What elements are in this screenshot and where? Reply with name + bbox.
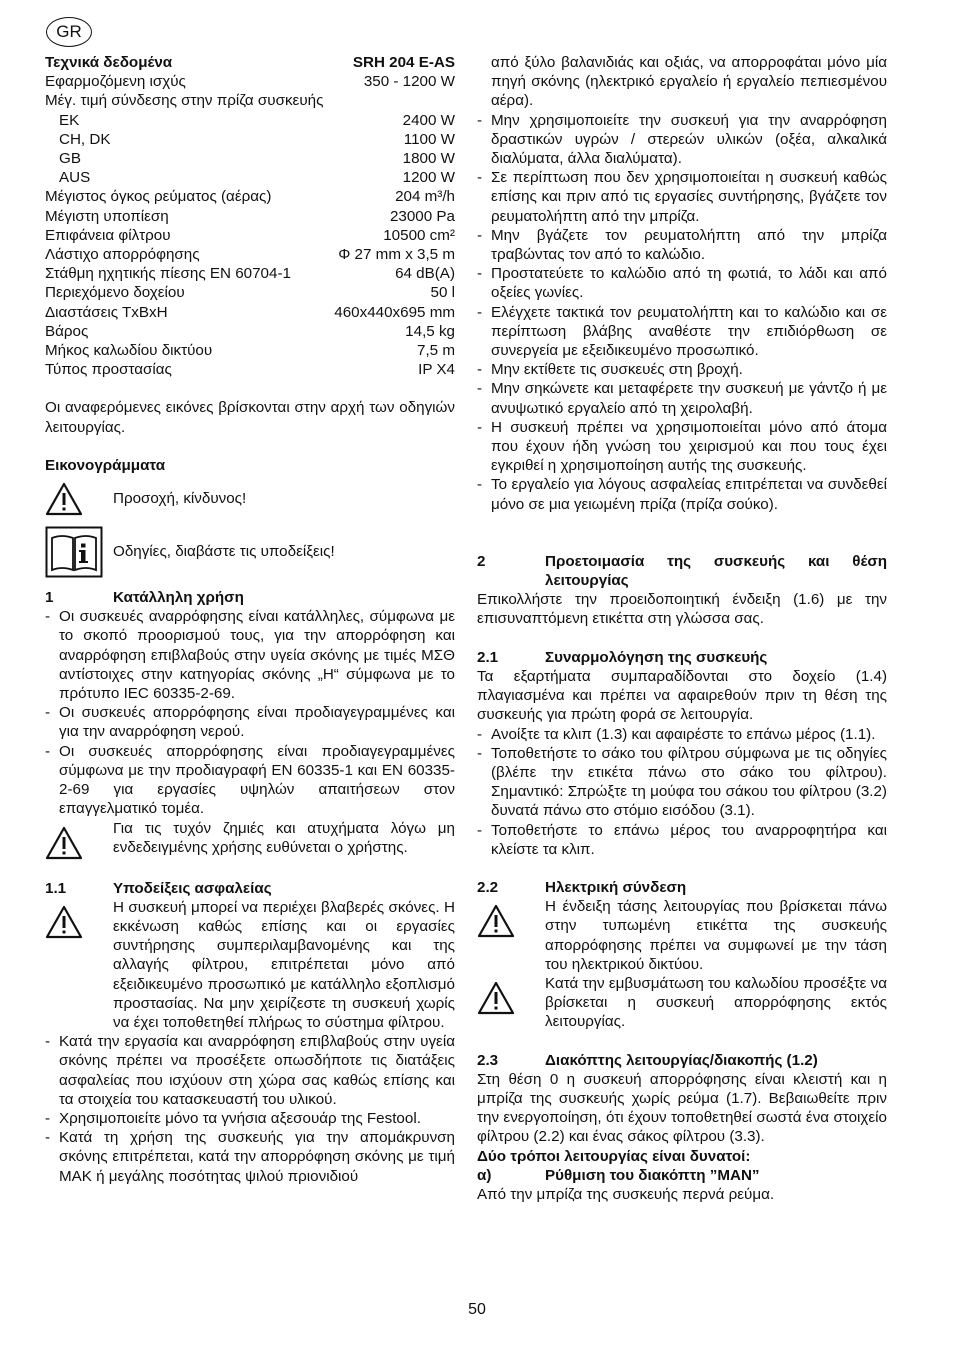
list-item: - Κατά τη χρήση της συσκευής για την απομάκρυνση σκόνης επιτρέπεται, κατά την απορρόφηση σκόνης με τιμή ΜΑΚ ή μεγάλης ποσότητας ψιλού πριονιδιού <box>45 1129 455 1185</box>
section-title: Ηλεκτρική σύνδεση <box>545 878 687 896</box>
section-2-text: Επικολλήστε την προειδοποιητική ένδειξη (1.6) με την επισυναπτόμενη ετικέττα στη γλώσσα σας. <box>477 591 887 628</box>
warning-icon <box>45 898 113 939</box>
section-2-2-heading <box>477 878 887 897</box>
spec-row <box>45 187 455 206</box>
section-title: Κατάλληλη χρήση <box>113 589 244 607</box>
warning-symbol-row <box>45 482 455 516</box>
section-1-1-heading <box>45 879 455 898</box>
spec-value: 2400 W <box>402 111 455 129</box>
spec-row <box>45 168 455 187</box>
spec-label: Επιφάνεια φίλτρου <box>45 226 171 244</box>
list-item: - Προστατεύετε το καλώδιο από τη φωτιά, το λάδι και από οξείες γωνίες. <box>477 265 887 302</box>
mode-title: Ρύθμιση του διακόπτη ”MAN” <box>545 1166 760 1184</box>
spec-label: Βάρος <box>45 322 89 340</box>
list-item: - Μην σηκώνετε και μεταφέρετε την συσκευή με γάντζο ή με ανυψωτικό εργαλείο από τη χειρολαβή. <box>477 380 887 417</box>
spec-row <box>45 283 455 302</box>
list-item: - Ανοίξτε τα κλιπ (1.3) και αφαιρέστε το επάνω μέρος (1.1). <box>477 725 876 743</box>
section-number: 1.1 <box>45 879 67 897</box>
spec-value: Φ 27 mm x 3,5 m <box>338 246 455 264</box>
spec-value: 204 m³/h <box>395 188 455 206</box>
warning-icon <box>477 974 545 1015</box>
symbols-title: Εικονογράμματα <box>45 456 166 474</box>
spec-value: 1800 W <box>402 150 455 168</box>
section-number: 2.3 <box>477 1051 499 1069</box>
spec-value: 1100 W <box>403 130 455 148</box>
section-number: 2 <box>477 552 486 570</box>
mode-a-heading <box>477 1166 887 1185</box>
list-item: - Οι συσκευές απορρόφησης είναι προδιαγεγραμμένες και για την αναρρόφηση νερού. <box>45 704 455 741</box>
info-symbol-row <box>45 526 455 578</box>
spec-row <box>45 149 455 168</box>
section-number: 2.1 <box>477 648 499 666</box>
mode-letter: α) <box>477 1166 492 1184</box>
list-item: - Η συσκευή πρέπει να χρησιμοποιείται μόνο από άτομα που έχουν ήδη γνώση του χειρισμού και που τους έχει εγκριθεί η χρησιμοποίηση αυτής της συσκευής. <box>477 418 887 475</box>
section-2-3-text: Στη θέση 0 η συσκευή απορρόφησης είναι κλειστή και η μπρίζα της συσκευής χωρίς ρεύμα (1.7). Βεβαιωθείτε πριν την ενεργοποίηση, ότι έχουν τοποθετηθεί σωστά ένα στοιχείο φίλτρου (2.2) και ένας σάκος φίλτρου (3.3). <box>477 1070 887 1146</box>
spec-row <box>45 72 455 91</box>
spec-label: Διαστάσεις ΤxΒxΗ <box>45 303 168 321</box>
operating-modes-title: Δύο τρόποι λειτουργίας είναι δυνατοί: <box>477 1147 751 1165</box>
section-title: Υποδείξεις ασφαλείας <box>113 879 272 897</box>
spec-value: 10500 cm² <box>383 226 455 244</box>
list-item: - Οι συσκευές αναρρόφησης είναι κατάλληλες, σύμφωνα με το σκοπό προορισμού τους, για την απορρόφηση και αναρρόφηση επιβλαβούς στην υγεία σκόνης με τιμές ΜΣΘ αντίστοιχες στην κατηγορίας σκόνης „Η“ σύμφωνα με το πρότυπο IEC 60335-2-69. <box>45 608 455 703</box>
spec-row <box>45 207 455 226</box>
section-2-1-text: Τα εξαρτήματα συμπαραδίδονται στο δοχείο (1.4) πλαγιασμένα και πρέπει να αφαιρεθούν πριν τη θέση της συσκευής για πρώτη φορά σε λειτουργία. <box>477 667 887 724</box>
specs-header <box>45 53 455 72</box>
specs-title: Τεχνικά δεδομένα <box>45 54 173 71</box>
info-caption: Οδηγίες, διαβάστε τις υποδείξεις! <box>113 543 335 561</box>
warning-caption: Προσοχή, κίνδυνος! <box>113 490 247 508</box>
warning-icon <box>477 897 545 938</box>
spec-label: Μήκος καλωδίου δικτύου <box>45 342 213 360</box>
figures-note: Οι αναφερόμενες εικόνες βρίσκονται στην αρχή των οδηγιών λειτουργίας. <box>45 399 455 436</box>
spec-value: 460x440x695 mm <box>334 303 455 321</box>
list-item: - Μην χρησιμοποιείτε την συσκευή για την αναρρόφηση δραστικών υγρών / στερεών υλικών (οξέα, αλκαλικά διαλύματα, άλλα διαλύματα). <box>477 111 887 168</box>
spec-row <box>45 245 455 264</box>
spec-label: Μέγιστη υποπίεση <box>45 207 169 225</box>
spec-row <box>45 264 455 283</box>
warning-icon <box>45 482 113 516</box>
section-title: Διακόπτης λειτουργίας/διακοπής (1.2) <box>545 1051 818 1069</box>
section-title: Συναρμολόγηση της συσκευής <box>545 648 768 666</box>
spec-value: 7,5 m <box>417 342 455 360</box>
section-number: 2.2 <box>477 878 499 896</box>
spec-value: 350 - 1200 W <box>363 73 455 91</box>
section-2-heading <box>477 552 887 590</box>
spec-row <box>45 226 455 245</box>
list-item: - Το εργαλείο για λόγους ασφαλείας επιτρέπεται να συνδεθεί μόνο σε μια γειωμένη πρίζα (πρίζα σούκο). <box>477 476 887 513</box>
spec-label: Τύπος προστασίας <box>45 361 172 379</box>
spec-label: Λάστιχο απορρόφησης <box>45 246 200 264</box>
list-item: - Σε περίπτωση που δεν χρησιμοποιείται η συσκευή καθώς επίσης και πριν από τις εργασίες συντήρησης, βγάζετε τον ρευματολήπτη από την μπρίζα. <box>477 169 887 225</box>
warning-note: Κατά την εμβυσμάτωση του καλωδίου προσέξτε να βρίσκεται η συσκευή απορρόφησης εκτός λειτουργίας. <box>477 974 887 1032</box>
list-item: - Τοποθετήστε το επάνω μέρος του αναρροφητήρα και κλείστε τα κλιπ. <box>477 821 887 858</box>
list-item: - Μην εκτίθετε τις συσκευές στη βροχή. <box>477 361 743 379</box>
spec-value: IP X4 <box>418 361 455 379</box>
right-column <box>477 53 887 1204</box>
spec-row <box>45 360 455 379</box>
spec-value: 1200 W <box>402 169 455 187</box>
specs-model: SRH 204 E-AS <box>352 54 455 71</box>
spec-label: AUS <box>59 169 91 187</box>
section-2-3-heading <box>477 1051 887 1070</box>
spec-label: Περιεχόμενο δοχείου <box>45 284 185 302</box>
list-item-continued: από ξύλο βαλανιδιάς και οξιάς, να απορροφάται μόνο μία πηγή σκόνης (ηλεκτρικό εργαλείο ή εργαλείο πεπιεσμένου αέρα). <box>491 54 887 110</box>
plug-label: Μέγ. τιμή σύνδεσης στην πρίζα συσκευής <box>45 92 324 110</box>
list-item: - Χρησιμοποιείτε μόνο τα γνήσια αξεσουάρ της Festool. <box>45 1109 421 1127</box>
spec-value: 14,5 kg <box>405 322 455 340</box>
spec-label: CH, DK <box>59 130 111 148</box>
spec-value: 64 dB(A) <box>395 265 455 283</box>
spec-value: 23000 Pa <box>389 207 455 225</box>
spec-row <box>45 303 455 322</box>
spec-label: GB <box>59 150 81 168</box>
warning-icon <box>45 819 113 860</box>
spec-row <box>45 111 455 130</box>
section-2-1-heading <box>477 648 887 667</box>
spec-row <box>45 341 455 360</box>
list-item: - Κατά την εργασία και αναρρόφηση επιβλαβούς στην υγεία σκόνης πρέπει να προσέξετε οπωσδήποτε τις διατάξεις ασφαλείας που ισχύουν στη χώρα σας καθώς επίσης και τα στοιχεία του κατασκευαστή του υλικού. <box>45 1033 455 1108</box>
language-badge: GR <box>46 17 92 47</box>
spec-label: EK <box>59 111 80 129</box>
spec-label: Εφαρμοζόμενη ισχύς <box>45 73 186 91</box>
list-item: - Μην βγάζετε τον ρευματολήπτη από την μπρίζα τραβώντας τον από το καλώδιο. <box>477 226 887 264</box>
warning-note: Η συσκευή μπορεί να περιέχει βλαβερές σκόνες. Η εκκένωση καθώς επίσης και οι εργασίες συντήρησης συμπεριλαμβανομένης και της αλλαγής φίλτρου, επιτρέπεται μόνο από εξειδικευμένο προσωπικό με κατάλληλο εξοπλισμό προστασίας. Να μην χειρίζεστε τη συσκευή χωρίς να έχει τοποθετηθεί πλήρως το σύστημα φίλτρου. <box>45 898 455 1032</box>
list-item: - Οι συσκευές απορρόφησης είναι προδιαγεγραμμένες σύμφωνα με την προδιαγραφή EN 60335-1 και EN 60335-2-69 για εργασίες υψηλών απαιτήσεων στον επαγγελματικό τομέα. <box>45 742 455 818</box>
mode-a-text: Από την μπρίζα της συσκευής περνά ρεύμα. <box>477 1185 775 1203</box>
section-title: Προετοιμασία της συσκευής και θέση λειτουργίας <box>545 552 887 590</box>
list-item: - Τοποθετήστε το σάκο του φίλτρου σύμφωνα με τις οδηγίες (βλέπε την ετικέτα πάνω στο σάκο του φίλτρου). Σημαντικό: Σπρώξτε τη μούφα του σάκου του φίλτρου (3.2) δυνατά πάνω στο στόμιο εισόδου (3.1). <box>477 744 887 820</box>
list-item: - Ελέγχετε τακτικά τον ρευματολήπτη και το καλώδιο και σε περίπτωση βλάβης αναθέστε την επιδιόρθωση σε συνεργεία με εξειδικευμένο προσωπικό. <box>477 303 887 360</box>
spec-row <box>45 322 455 341</box>
section-number: 1 <box>45 589 54 607</box>
page-number: 50 <box>468 1301 486 1318</box>
spec-label: Μέγιστος όγκος ρεύματος (αέρας) <box>45 188 272 206</box>
left-column <box>45 53 455 1186</box>
warning-note: Η ένδειξη τάσης λειτουργίας που βρίσκεται πάνω στην τυπωμένη ετικέττα της συσκευής απορρόφησης πρέπει να συμφωνεί με την τάση του ηλεκτρικού δικτύου. <box>477 897 887 974</box>
spec-value: 50 l <box>430 284 455 302</box>
spec-label: Στάθμη ηχητικής πίεσης EN 60704-1 <box>45 265 291 283</box>
manual-info-icon <box>45 526 113 578</box>
section-1-heading <box>45 588 455 607</box>
spec-row <box>45 130 455 149</box>
warning-note: Για τις τυχόν ζημιές και ατυχήματα λόγω μη ενδεδειγμένης χρήσης ευθύνεται ο χρήστης. <box>45 819 455 860</box>
